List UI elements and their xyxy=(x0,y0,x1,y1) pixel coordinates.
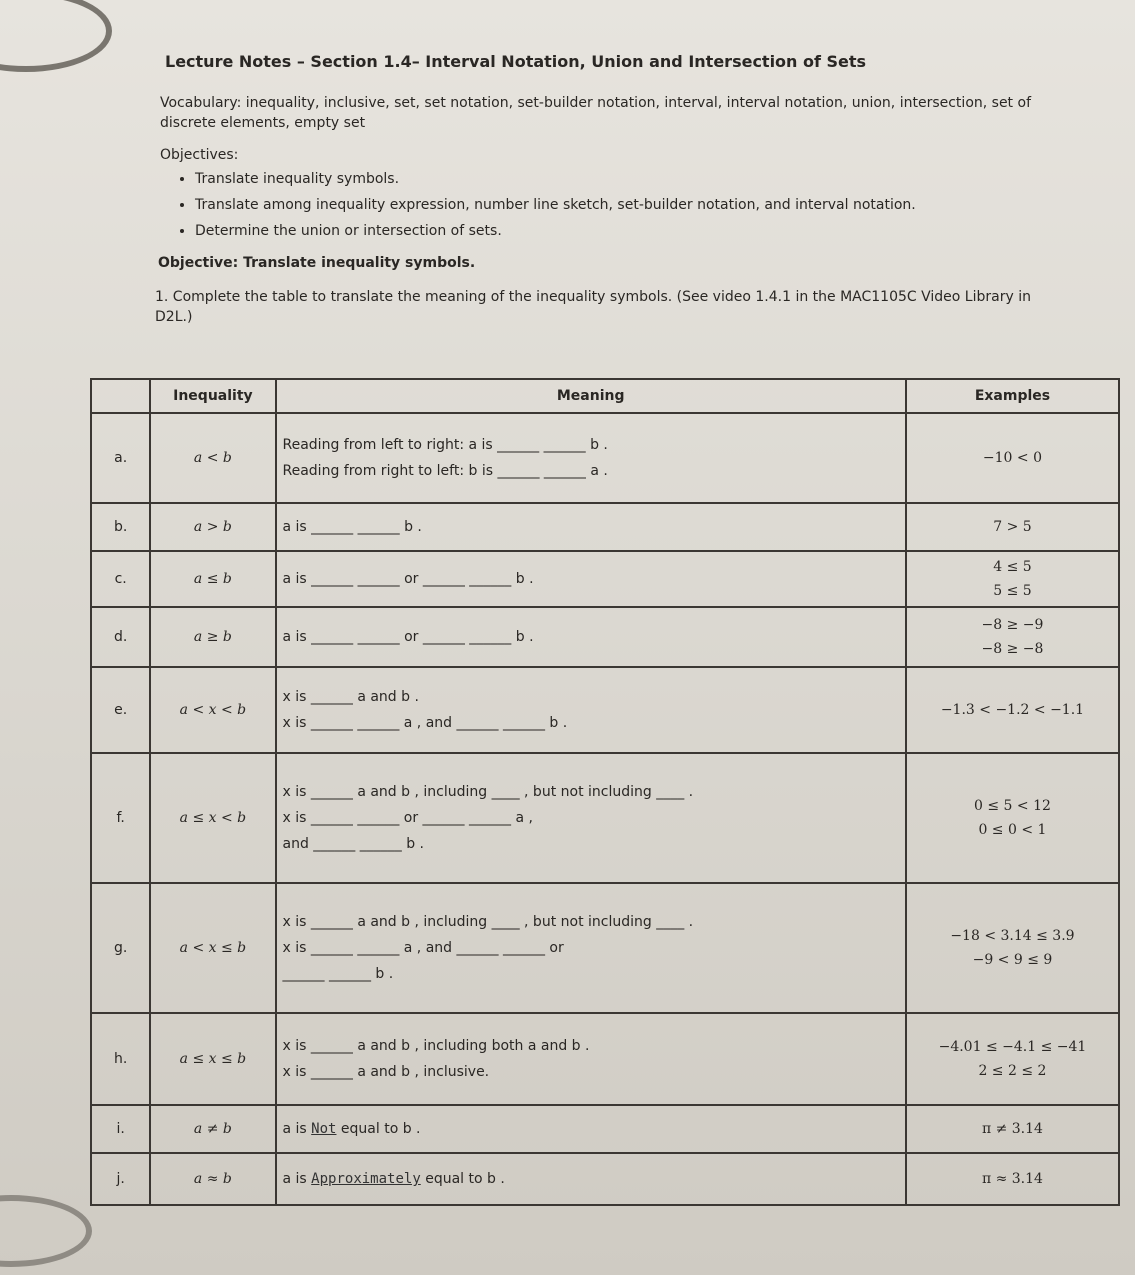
table-row xyxy=(91,1153,1119,1205)
row-inequality: a < x < b xyxy=(150,667,275,753)
table-row xyxy=(91,667,1119,753)
row-examples xyxy=(906,551,1119,607)
meaning-line: x is ______ ______ a , and ______ ______ or xyxy=(282,940,564,956)
question-text: 1. Complete the table to translate the meaning of the inequality symbols. (See video 1.4.1 in the MAC1105C Video Library in D2L.) xyxy=(155,289,1031,325)
row-examples xyxy=(906,503,1119,551)
table-row xyxy=(91,1105,1119,1153)
meaning-line: x is ______ a and b , including ____ , but not including ____ . xyxy=(282,784,694,800)
example-line: −1.3 < −1.2 < −1.1 xyxy=(940,702,1085,718)
meaning-line: x is ______ ______ a , and ______ ______ b . xyxy=(282,715,568,731)
example-line: 0 ≤ 0 < 1 xyxy=(978,822,1047,838)
meaning-line: x is ______ ______ or ______ ______ a , xyxy=(282,810,533,826)
example-line: −8 ≥ −8 xyxy=(981,641,1044,657)
row-inequality: a < x ≤ b xyxy=(150,883,275,1013)
example-line: 4 ≤ 5 xyxy=(993,559,1032,575)
row-letter: e. xyxy=(91,667,150,753)
meaning-line: x is ______ a and b . xyxy=(282,689,419,705)
objective-item: • Determine the union or intersection of sets. xyxy=(195,221,1055,241)
meaning-line: ______ ______ b . xyxy=(282,966,394,982)
example-line: 2 ≤ 2 ≤ 2 xyxy=(978,1063,1047,1079)
objective-item: • Translate inequality symbols. xyxy=(195,169,1055,189)
example-line: −18 < 3.14 ≤ 3.9 xyxy=(950,928,1075,944)
lecture-notes xyxy=(155,52,1055,327)
example-line: −8 ≥ −9 xyxy=(981,617,1044,633)
table-row xyxy=(91,883,1119,1013)
row-letter: g. xyxy=(91,883,150,1013)
row-examples xyxy=(906,753,1119,883)
row-examples xyxy=(906,1153,1119,1205)
meaning-line: Reading from left to right: a is ______ ______ b . xyxy=(282,437,608,453)
meaning-line: x is ______ a and b , including both a and b . xyxy=(282,1038,590,1054)
example-line: −9 < 9 ≤ 9 xyxy=(972,952,1053,968)
example-line: 0 ≤ 5 < 12 xyxy=(974,798,1051,814)
example-line: 7 > 5 xyxy=(993,519,1032,535)
row-letter: b. xyxy=(91,503,150,551)
meaning-line: a is ______ ______ b . xyxy=(282,519,422,535)
row-inequality: a ≥ b xyxy=(150,607,275,667)
handwritten-answer: Approximately xyxy=(311,1171,421,1187)
meaning-line: and ______ ______ b . xyxy=(282,836,424,852)
row-examples xyxy=(906,1105,1119,1153)
row-meaning xyxy=(276,753,906,883)
table-row xyxy=(91,607,1119,667)
header-inequality: Inequality xyxy=(150,379,275,413)
row-letter: d. xyxy=(91,607,150,667)
row-examples xyxy=(906,1013,1119,1105)
row-inequality: a ≠ b xyxy=(150,1105,275,1153)
objectives-heading: Objectives: xyxy=(160,147,239,163)
table-row xyxy=(91,503,1119,551)
row-inequality: a ≤ x < b xyxy=(150,753,275,883)
meaning-suffix: equal to b . xyxy=(336,1121,421,1137)
table-row xyxy=(91,1013,1119,1105)
row-meaning xyxy=(276,883,906,1013)
row-meaning xyxy=(276,1013,906,1105)
row-letter: i. xyxy=(91,1105,150,1153)
row-examples xyxy=(906,883,1119,1013)
example-line: π ≠ 3.14 xyxy=(981,1121,1043,1137)
handwritten-answer: Not xyxy=(311,1121,337,1137)
meaning-line: x is ______ a and b , inclusive. xyxy=(282,1064,490,1080)
table-header-row xyxy=(91,379,1119,413)
row-inequality: a ≤ b xyxy=(150,551,275,607)
example-line: −10 < 0 xyxy=(982,450,1042,466)
row-inequality: a < b xyxy=(150,413,275,503)
table-row xyxy=(91,413,1119,503)
page-title: Lecture Notes – Section 1.4– Interval Notation, Union and Intersection of Sets xyxy=(165,52,867,71)
row-inequality: a ≤ x ≤ b xyxy=(150,1013,275,1105)
objective-item: • Translate among inequality expression, number line sketch, set-builder notation, and interval notation. xyxy=(195,195,1055,215)
row-meaning xyxy=(276,607,906,667)
row-examples xyxy=(906,607,1119,667)
row-inequality: a > b xyxy=(150,503,275,551)
meaning-suffix: equal to b . xyxy=(420,1171,505,1187)
objective-heading: Objective: Translate inequality symbols. xyxy=(158,255,476,271)
header-letter xyxy=(91,379,150,413)
meaning-prefix: a is xyxy=(282,1171,312,1187)
example-line: 5 ≤ 5 xyxy=(993,583,1032,599)
meaning-line: a is ______ ______ or ______ ______ b . xyxy=(282,629,534,645)
inequality-table xyxy=(90,378,1120,1206)
row-meaning xyxy=(276,503,906,551)
vocabulary-text: Vocabulary: inequality, inclusive, set, set notation, set-builder notation, interval, interval notation, union, intersection, set of discrete elements, empty set xyxy=(160,95,1031,131)
row-meaning xyxy=(276,667,906,753)
header-examples: Examples xyxy=(906,379,1119,413)
binder-ring-bottom xyxy=(0,1195,92,1267)
binder-ring-top xyxy=(0,0,112,72)
row-meaning xyxy=(276,413,906,503)
example-line: −4.01 ≤ −4.1 ≤ −41 xyxy=(938,1039,1087,1055)
meaning-prefix: a is xyxy=(282,1121,312,1137)
header-meaning: Meaning xyxy=(276,379,906,413)
meaning-line: a is ______ ______ or ______ ______ b . xyxy=(282,571,534,587)
table-row xyxy=(91,753,1119,883)
meaning-line: x is ______ a and b , including ____ , but not including ____ . xyxy=(282,914,694,930)
row-meaning xyxy=(276,1153,906,1205)
row-meaning xyxy=(276,551,906,607)
objectives-list xyxy=(155,169,1055,241)
row-examples xyxy=(906,413,1119,503)
row-letter: a. xyxy=(91,413,150,503)
row-letter: c. xyxy=(91,551,150,607)
row-letter: h. xyxy=(91,1013,150,1105)
row-examples xyxy=(906,667,1119,753)
row-letter: j. xyxy=(91,1153,150,1205)
row-letter: f. xyxy=(91,753,150,883)
example-line: π ≈ 3.14 xyxy=(981,1171,1043,1187)
row-inequality: a ≈ b xyxy=(150,1153,275,1205)
row-meaning xyxy=(276,1105,906,1153)
meaning-line: Reading from right to left: b is ______ ______ a . xyxy=(282,463,608,479)
table-row xyxy=(91,551,1119,607)
